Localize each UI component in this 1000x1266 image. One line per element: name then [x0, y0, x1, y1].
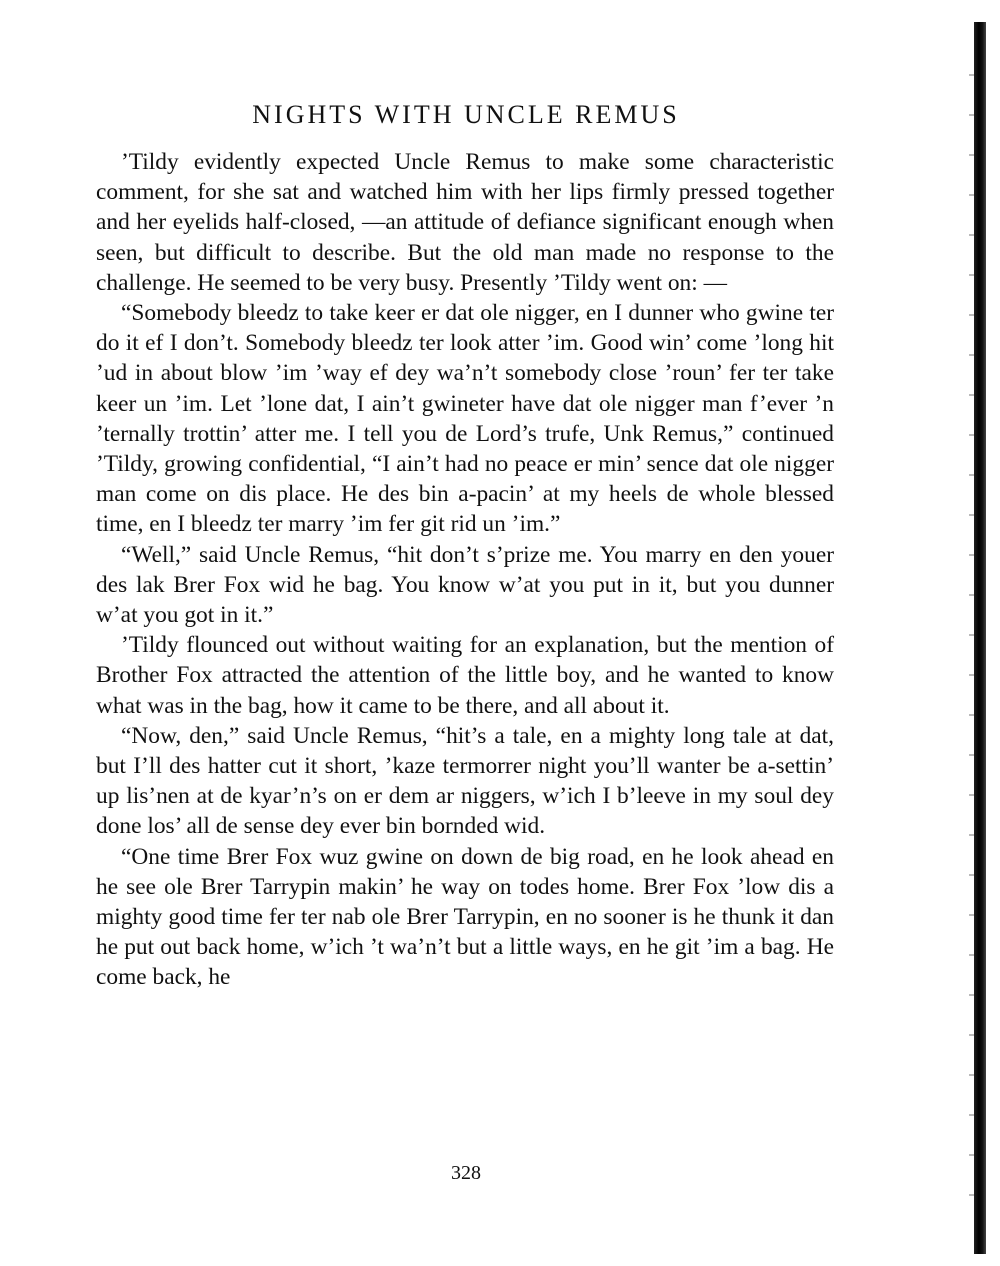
paragraph: “Somebody bleedz to take keer er dat ole nigger, en I dunner who gwine ter do it ef I don’t. Somebody bleedz ter look atter ’im. Good win’ come ’long hit ’ud in about blow ’im ’way ef dey wa’n’t somebody close ’roun’ fer ter take keer un ’im. Let ’lone dat, I ain’t gwineter have dat ole nigger man f’ever ’n ’ternally trottin’ atter me. I tell you de Lord’s trufe, Unk Remus,” continued ’Tildy, growing confidential, “I ain’t had no peace er min’ sence dat ole nigger man come on dis place. He des bin a-pacin’ at my heels de whole blessed time, en I bleedz ter marry ’im fer git rid un ’im.” [96, 300, 834, 538]
page-body [96, 147, 834, 993]
book-spine-edge [974, 22, 986, 1254]
paragraph: ’Tildy flounced out without waiting for an explanation, but the mention of Brother Fox attracted the attention of the little boy, and he wanted to know what was in the bag, how it came to be there, and all about it. [96, 632, 834, 719]
paragraph: “Now, den,” said Uncle Remus, “hit’s a tale, en a mighty long tale at dat, but I’ll des hatter cut it short, ’kaze termorrer night you’ll wanter be a-settin’ up lis’nen at de kyar’n’s on er dem ar niggers, w’ich I b’leeve in my soul dey done los’ all de sense dey ever bin bornded wid. [96, 722, 834, 840]
page-number: 328 [451, 1162, 481, 1184]
running-title: NIGHTS WITH UNCLE REMUS [252, 100, 680, 129]
paragraph: “One time Brer Fox wuz gwine on down de big road, en he look ahead en he see ole Brer Tarrypin makin’ he way on todes home. Brer Fox ’low dis a mighty good time fer ter nab ole Brer Tarrypin, en no sooner is he thunk it dan he put out back home, w’ich ’t wa’n’t but a little ways, en he git ’im a bag. He come back, he [96, 843, 834, 991]
spine-edge-texture [969, 60, 974, 1220]
paragraph: “Well,” said Uncle Remus, “hit don’t s’prize me. You marry en den youer des lak Brer Fox wid he bag. You know w’at you put in it, but you dunner w’at you got in it.” [96, 541, 834, 629]
paragraph: ’Tildy evidently expected Uncle Remus to make some characteristic comment, for she sat and watched him with her lips firmly pressed together and her eyelids half-closed, —an attitude of defiance significant enough when seen, but difficult to describe. But the old man made no response to the challenge. He seemed to be very busy. Presently ’Tildy went on: — [96, 149, 834, 296]
